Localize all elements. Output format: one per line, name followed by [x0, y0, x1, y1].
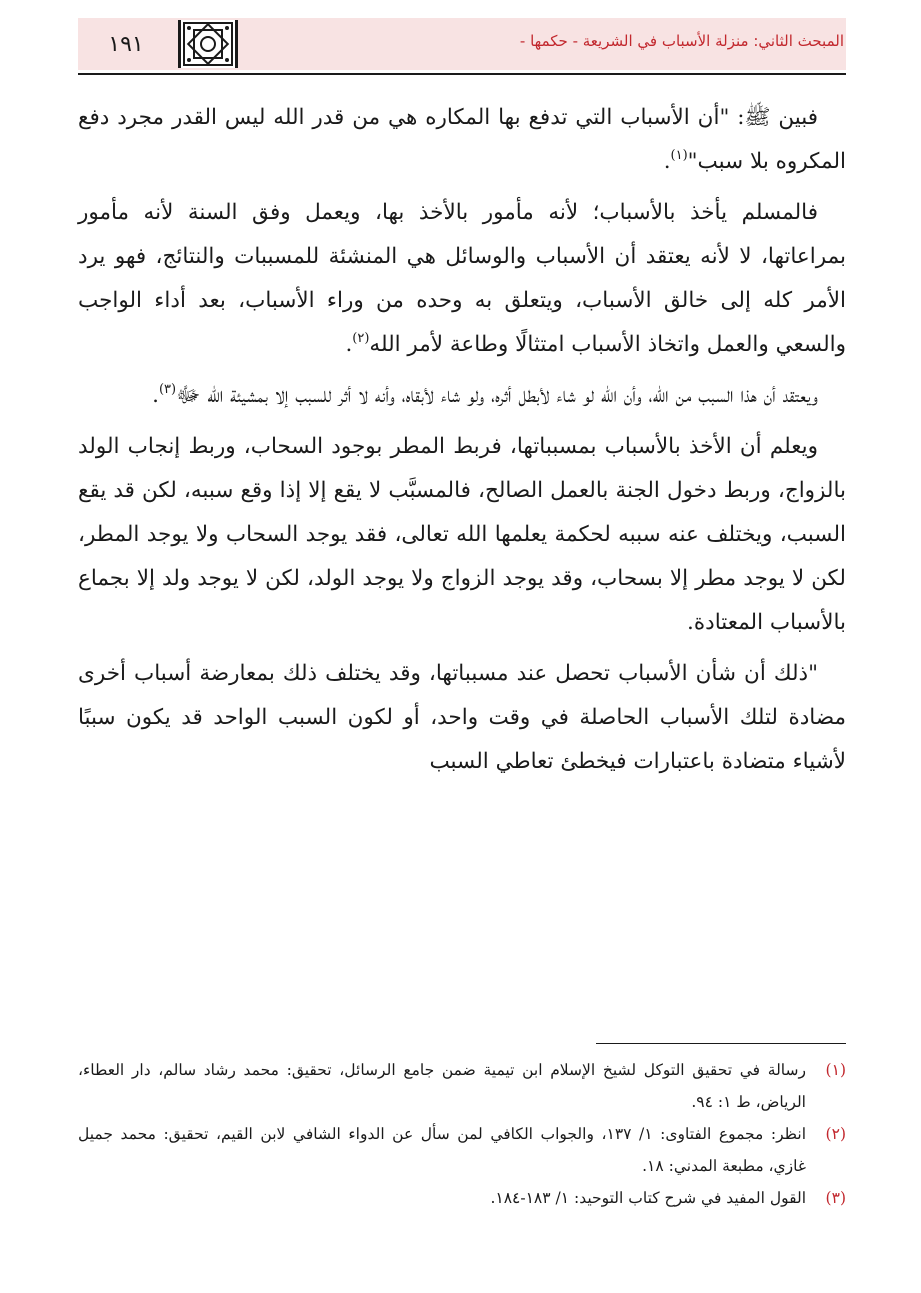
running-title: المبحث الثاني: منزلة الأسباب في الشريعة - حكمها - — [519, 32, 844, 50]
footnote-text: انظر: مجموع الفتاوى: ١/ ١٣٧، والجواب الكافي لمن سأل عن الدواء الشافي لابن القيم، تحقيق: محمد جميل غازي، مطبعة المدني: ١٨. — [78, 1125, 807, 1175]
paragraph — [78, 425, 846, 645]
footnote — [78, 1182, 846, 1214]
footnote-marker: (١) — [670, 148, 688, 163]
period: . — [152, 383, 159, 408]
paragraph — [78, 652, 846, 784]
paragraph — [78, 96, 846, 184]
header-rule — [78, 73, 846, 75]
footnote-marker: (٣) — [158, 382, 177, 397]
footnotes — [78, 1054, 846, 1214]
paragraph-text: فالمسلم يأخذ بالأسباب؛ لأنه مأمور بالأخذ بها، ويعمل وفق السنة لأنه مأمور بمراعاتها، لا لأنه يعتقد أن الأسباب والوسائل هي المنشئة للمسببات والنتائج، فهو يرد الأمر كله إلى خالق الأسباب، ويتعلق به وحده من وراء الأسباب، بعد أداء الواجب والسعي والعمل واتخاذ الأسباب امتثالًا وطاعة لأمر الله — [78, 200, 846, 357]
paragraph — [78, 191, 846, 367]
ornament-icon — [178, 20, 238, 68]
page-number: ١٩١ — [78, 18, 174, 70]
paragraph-text: "ذلك أن شأن الأسباب تحصل عند مسبباتها، وقد يختلف ذلك بمعارضة أسباب أخرى مضادة لتلك الأسباب الحاصلة في وقت واحد، أو لكون السبب الواحد قد يكون سببًا لأشياء متضادة باعتبارات فيخطئ تعاطي السبب — [78, 661, 846, 774]
body-text — [78, 96, 846, 791]
footnote-number: (٣) — [825, 1189, 846, 1207]
paragraph-text: ويعلم أن الأخذ بالأسباب بمسبباتها، فربط المطر بوجود السحاب، وربط إنجاب الولد بالزواج، وربط دخول الجنة بالعمل الصالح، فالمسبَّب لا يقع إلا إذا وقع سببه، لكن قد يقع السبب، ويختلف عنه سببه لحكمة يعلمها الله تعالى، فقد يوجد السحاب ولا يوجد المطر، لكن لا يوجد مطر إلا بسحاب، وقد يوجد الزواج ولا يوجد الولد، لكن لا يوجد ولد إلا بجماع بالأسباب المعتادة. — [78, 434, 846, 635]
footnote-separator — [596, 1043, 846, 1044]
footnote-text: القول المفيد في شرح كتاب التوحيد: ١/ ١٨٣-١٨٤. — [490, 1189, 806, 1207]
period: . — [345, 332, 353, 357]
period: . — [663, 149, 671, 174]
footnote-text: رسالة في تحقيق التوكل لشيخ الإسلام ابن تيمية ضمن جامع الرسائل، تحقيق: محمد رشاد سالم، دار العطاء، الرياض، ط ١: ٩٤. — [78, 1061, 806, 1111]
paragraph-text: فبين ﷺ: "أن الأسباب التي تدفع بها المكاره هي من قدر الله ليس القدر مجرد دفع المكروه بلا سبب" — [78, 105, 846, 174]
footnote-number: (١) — [825, 1061, 846, 1079]
footnote — [78, 1118, 846, 1182]
paragraph-text: ويعتقد أن هذا السبب من الله، وأن الله لو شاء لأبطل أثره، ولو شاء لأبقاه، وأنه لا أثر للسبب إلا بمشيئة الله ﷻ — [176, 383, 818, 408]
footnote-number: (٢) — [825, 1125, 846, 1143]
footnote — [78, 1054, 846, 1118]
paragraph — [78, 374, 846, 418]
page-header — [78, 18, 846, 70]
footnote-marker: (٢) — [352, 331, 370, 346]
